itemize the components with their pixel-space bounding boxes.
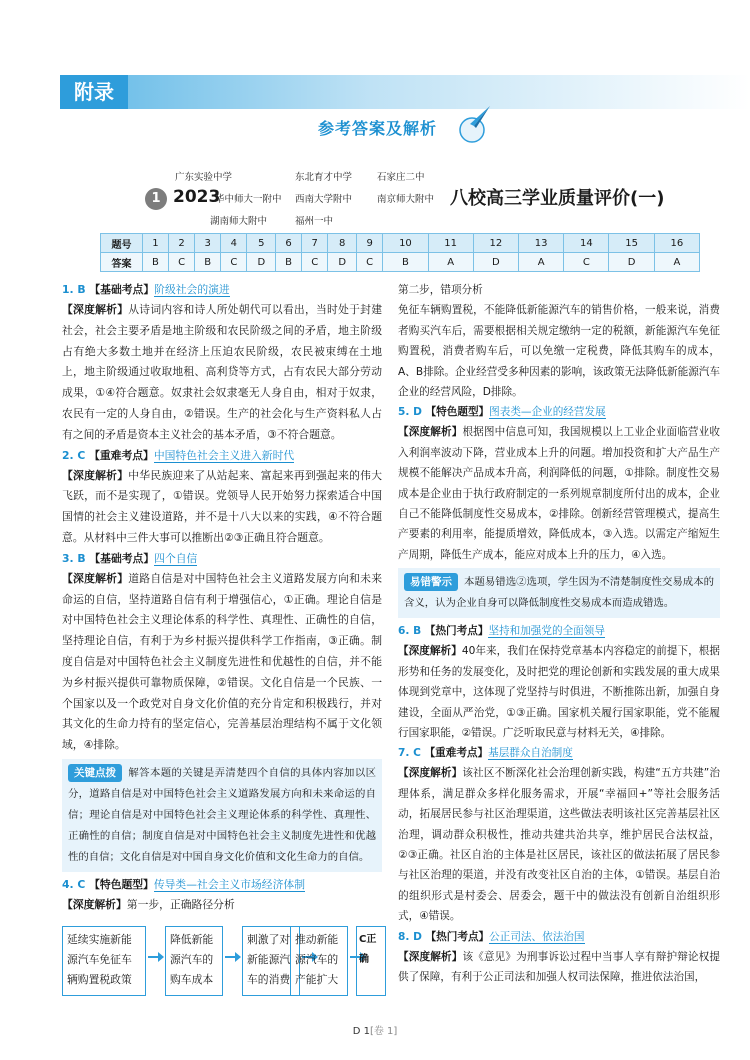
exam-year: 2023 [173, 187, 221, 207]
answer-cell: A [428, 253, 473, 272]
explanation [398, 641, 720, 743]
explanation-label: 【深度解析】 [62, 897, 127, 911]
topic-label: 四个自信 [154, 551, 198, 565]
school-name: 西南大学附中 [295, 194, 353, 205]
answer-cell: C [168, 253, 194, 272]
explanation-label: 【深度解析】 [62, 468, 129, 482]
topic-label: 图表类—企业的经营发展 [489, 406, 606, 419]
explanation [62, 895, 382, 916]
question-header [398, 621, 720, 641]
flow-box: 降低新能源汽车的购车成本 [165, 926, 223, 996]
topic-label: 基层群众自治制度 [488, 747, 573, 760]
tag-label: 【重难考点】 [424, 747, 489, 760]
answer-cell: D [609, 253, 654, 272]
answer-cell: D [473, 253, 518, 272]
explanation [62, 466, 382, 549]
answer-cell: D [328, 253, 357, 272]
key-point-text: 解答本题的关键是弄清楚四个自信的具体内容加以区分，道路自信是对中国特色社会主义道路发展方向和未来命运的自信；理论自信是对中国特色社会主义理论体系的科学性、真理性、正确性的自信；制度自信是对中国特色社会主义制度先进性和优越性的自信；文化自信是对中国自身文化价值和文化生命力的自信。 [68, 766, 376, 863]
topic-label: 公正司法、依法治国 [489, 930, 585, 943]
question-number-cell: 5 [247, 234, 276, 253]
question-number: 1. B [62, 283, 86, 296]
question-header [398, 402, 720, 422]
question-number-cell: 15 [609, 234, 654, 253]
error-warning-text: 本题易错选②选项，学生因为不清楚制度性交易成本的含义，认为企业自身可以降低制度性交易成本而造成错选。 [404, 576, 714, 610]
tag-label: 【热门考点】 [424, 625, 489, 638]
answer-cell: B [195, 253, 221, 272]
tag-label: 【基础考点】 [89, 551, 155, 565]
question-number: 8. D [398, 930, 422, 943]
explanation [62, 569, 382, 756]
question-header [398, 743, 720, 763]
answer-cell: B [383, 253, 428, 272]
page-label: D 1 [352, 1026, 370, 1037]
tag-label: 【重难考点】 [89, 448, 154, 462]
arrow-right-icon [225, 956, 239, 958]
question-number: 5. D [398, 406, 422, 419]
tag-label: 【特色题型】 [89, 877, 154, 891]
question-number-cell: 10 [383, 234, 428, 253]
answer-cell: C [221, 253, 247, 272]
question-number-cell: 6 [276, 234, 302, 253]
key-point-label: 关键点拨 [68, 764, 122, 782]
explanation-text: 第一步，正确路径分析 [126, 897, 235, 911]
explanation-text: 道路自信是对中国特色社会主义道路发展方向和未来命运的自信，坚持道路自信有利于增强信心，①正确。理论自信是对中国特色社会主义理论体系的科学性、真理性、正确性的自信，坚持理论自信，有利于为乡村振兴提供科学工作指南，③正确。制度自信是对中国特色社会主义制度先进性和优越性的自信，并不能为乡村振兴提供可靠物质保障，②错误。文化自信是一个民族、一个国家以及一个政党对自身文化价值的充分肯定和积极践行，并对其文化的生命力持有的坚定信心，完善基层治理结构不属于文化领域，④排除。 [62, 571, 383, 752]
topic-label: 中国特色社会主义进入新时代 [153, 448, 295, 462]
flow-box: 推动新能源汽车的产能扩大 [290, 926, 348, 996]
explanation-text: 从诗词内容和诗人所处朝代可以看出，当时处于封建社会，社会主要矛盾是地主阶级和农民阶级之间的矛盾，地主阶级占有绝大多数土地并在经济上压迫农民阶级，农民被束缚在土地上，地主阶级通过收取地租、高利贷等方式，占有农民大部分劳动成果，①④符合题意。奴隶社会奴隶毫无人身自由，相对于奴隶，农民有一定的人身自由，②错误。生产的社会化与生产资料私人占有之间的矛盾是资本主义社会的基本矛盾，③不符合题意。 [62, 303, 383, 441]
flow-box: 延续实施新能源汽车免征车辆购置税政策 [62, 926, 146, 996]
exam-name: 八校高三学业质量评价(一) [450, 188, 665, 209]
flow-result-box: C正确 [356, 926, 386, 996]
explanation-text: 中华民族迎来了从站起来、富起来再到强起来的伟大飞跃，而不是实现了，①错误。党领导人民开始努力探索适合中国国情的社会主义建设道路，并不是十八大以来的实践，④不符合题意。从材料中三件大事可以推断出②③正确且符合题意。 [62, 468, 383, 544]
exam-number-badge: 1 [145, 188, 167, 210]
question-number-cell: 14 [564, 234, 609, 253]
question-number-cell: 4 [221, 234, 247, 253]
school-name: 南京师大附中 [377, 194, 435, 205]
volume-label: [卷 1] [369, 1026, 398, 1037]
school-name: 石家庄二中 [377, 172, 425, 183]
tag-label: 【热门考点】 [425, 930, 490, 943]
section-title: 参考答案及解析 [318, 119, 438, 138]
question-number-cell: 2 [168, 234, 194, 253]
error-warning-label: 易错警示 [404, 573, 458, 591]
school-name: 广东实验中学 [175, 172, 233, 183]
table-header-cell: 答案 [101, 253, 143, 272]
topic-label: 坚持和加强党的全面领导 [488, 625, 605, 638]
topic-label: 阶级社会的演进 [154, 283, 230, 296]
question-number-cell: 16 [654, 234, 699, 253]
question-number: 3. B [62, 551, 86, 565]
explanation-label: 【深度解析】 [62, 571, 129, 585]
question-number: 7. C [398, 747, 421, 760]
question-number: 4. C [62, 877, 86, 891]
explanation-label: 【深度解析】 [398, 767, 463, 780]
question-number-cell: 7 [302, 234, 328, 253]
left-column [62, 280, 382, 1010]
explanation-text: 根据图中信息可知，我国规模以上工业企业面临营业收入利润率波动下降，营业成本上升的问题。增加投资和扩大产品生产规模不能解决产品成本升高，利润降低的问题，①排除。制度性交易成本是企业由于执行政府制定的一系列规章制度所付出的成本，企业自己不能降低制度性交易成本，②排除。创新经营管理模式，提高生产要素的利用率，能提质增效，降低成本，③入选。以需定产缩短生产周期，降低生产成本，能应对成本上升的压力，④入选。 [398, 426, 721, 561]
right-column [398, 280, 720, 987]
explanation-text: 该社区不断深化社会治理创新实践，构建“五方共建”治理体系，满足群众多样化服务需求，开展“幸福回+”等社会服务活动，拓展居民参与社区治理渠道，这些做法表明该社区完善基层社区治理，调动群众积极性，推动共建共治共享，维护居民合法权益，②③正确。社区自治的主体是社区居民，该社区的做法拓展了居民参与社区治理的渠道，并没有改变社区自治的主体，①错误。基层自治的组织形式是村委会、居委会，题干中的做法没有创新自治组织形式，④错误。 [398, 767, 720, 923]
question-number-cell: 8 [328, 234, 357, 253]
question-header [62, 280, 382, 300]
answer-cell: C [357, 253, 383, 272]
question-header [62, 549, 382, 569]
explanation-text: 该《意见》为刑事诉讼过程中当事人享有辩护辩论权提供了保障，有利于公正司法和加强人权司法保障，推进依法治国， [398, 950, 721, 983]
explanation-label: 【深度解析】 [398, 426, 463, 439]
explanation [398, 422, 720, 565]
school-name: 湖南师大附中 [210, 216, 268, 227]
explanation-label: 【深度解析】 [398, 645, 462, 658]
question-number-cell: 13 [519, 234, 564, 253]
arrow-right-icon [148, 956, 162, 958]
question-number-cell: 11 [428, 234, 473, 253]
explanation [398, 947, 720, 988]
explanation-label: 【深度解析】 [398, 950, 463, 963]
school-name: 东北育才中学 [295, 172, 353, 183]
question-number-cell: 12 [473, 234, 518, 253]
answer-cell: A [519, 253, 564, 272]
appendix-banner [60, 75, 750, 109]
explanation [398, 763, 720, 926]
table-row [101, 234, 700, 253]
answer-cell: C [302, 253, 328, 272]
school-name: 福州一中 [295, 216, 334, 227]
key-point-box [62, 759, 382, 872]
step-label: 第二步，错项分析 [398, 284, 483, 296]
answer-cell: D [247, 253, 276, 272]
question-header [62, 446, 382, 466]
question-number-cell: 9 [357, 234, 383, 253]
answer-table [100, 233, 700, 272]
answer-cell: B [276, 253, 302, 272]
tag-label: 【基础考点】 [89, 283, 155, 296]
exam-heading [145, 165, 705, 235]
tag-label: 【特色题型】 [425, 406, 490, 419]
question-number-cell: 3 [195, 234, 221, 253]
question-number: 2. C [62, 448, 86, 462]
explanation-text: 40年来，我们在保持党章基本内容稳定的前提下，根据形势和任务的发展变化，及时把党的理论创新和实践发展的重大成果体现到党章中，这体现了党坚持与时俱进，不断推陈出新，加强自身建设，全面从严治党，①③正确。国家机关履行国家职能，党不能履行国家职能，②错误。广泛听取民意与材料无关，④排除。 [398, 645, 721, 739]
school-name: 华中师大一附中 [215, 194, 282, 205]
answer-cell: B [143, 253, 169, 272]
answer-cell: C [564, 253, 609, 272]
question-header [398, 927, 720, 947]
table-row [101, 253, 700, 272]
question-number: 6. B [398, 625, 422, 638]
flow-box: 刺激了对新能源汽车的消费 [242, 926, 300, 996]
pen-nib-icon [450, 100, 498, 148]
table-header-cell: 题号 [101, 234, 143, 253]
appendix-label: 附录 [60, 75, 128, 109]
question-number-cell: 1 [143, 234, 169, 253]
answer-cell: A [654, 253, 699, 272]
question-header [62, 875, 382, 895]
topic-label: 传导类—社会主义市场经济体制 [153, 877, 305, 891]
page-number [0, 1022, 750, 1037]
explanation [62, 300, 382, 446]
error-warning-box [398, 568, 720, 618]
explanation-text: 免征车辆购置税，不能降低新能源汽车的销售价格，一般来说，消费者购买汽车后，需要根据相关规定缴纳一定的税额，新能源汽车免征购置税，消费者购车后，可以免缴一定税费，降低其购车的成本，A、B排除。企业经营受多种因素的影响，该政策无法降低新能源汽车企业的经营风险，D排除。 [398, 304, 720, 399]
explanation-label: 【深度解析】 [62, 303, 129, 316]
